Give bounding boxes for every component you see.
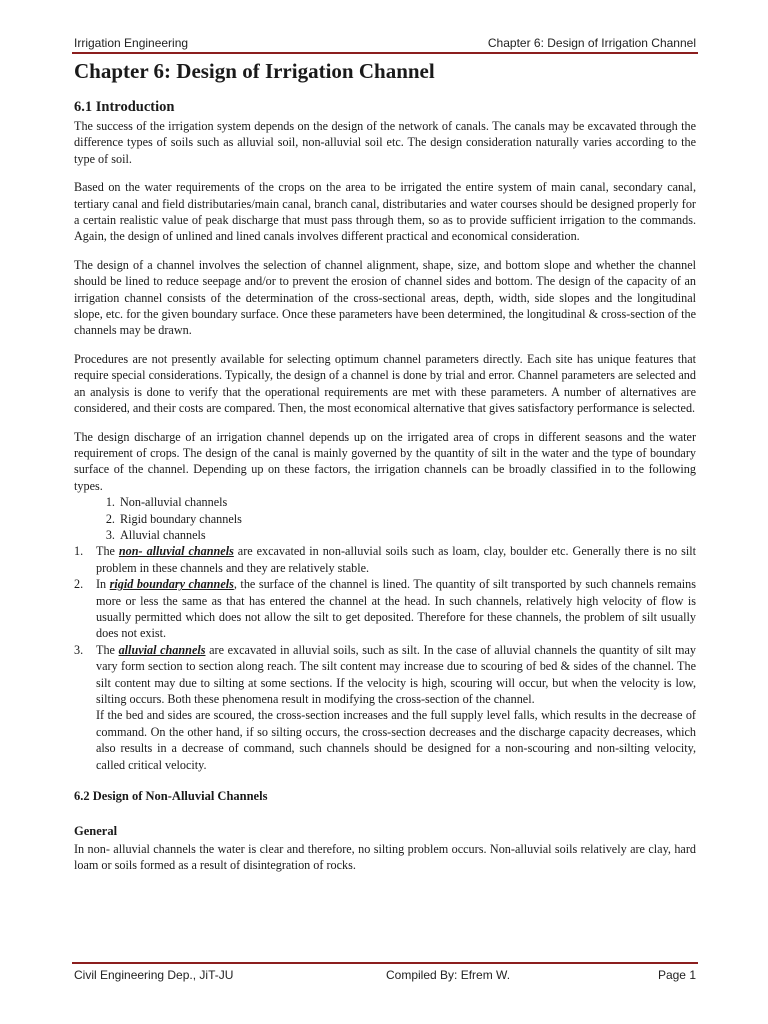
definition-number: 3. — [74, 642, 84, 657]
paragraph: The success of the irrigation system depends on the design of the network of canals. The canals may be excavated through the difference types of soils such as alluvial soil, non-alluvial soil etc. The design consideration naturally varies according to the type of soil. — [74, 119, 696, 166]
definition-item — [74, 576, 696, 642]
section-title-introduction: 6.1 Introduction — [74, 99, 175, 115]
footer-compiler: Compiled By: Efrem W. — [386, 968, 511, 982]
definition-term: rigid boundary channels — [109, 577, 234, 592]
definition-continuation: If the bed and sides are scoured, the cross-section increases and the full supply level falls, which results in the decrease of command. On the other hand, if so silting occurs, the cross-section decreases and the discharge capacity decreases, which also results in a decrease of command, such channels should be designed for a non-scouring and non-silting velocity, called critical velocity. — [96, 708, 696, 772]
definition-prefix: The — [96, 544, 119, 559]
channel-definitions — [74, 543, 696, 773]
paragraph: The design discharge of an irrigation channel depends up on the irrigated area of crops in different seasons and the water requirement of crops. The design of the canal is mainly governed by the quantity of silt in the water and the type of boundary surface of the channel. Depending up on these factors, the irrigation channels can be broadly classified in to the following types. — [74, 429, 696, 493]
footer-divider — [72, 962, 698, 964]
header-chapter-title: Chapter 6: Design of Irrigation Channel — [487, 36, 696, 50]
section-title-non-alluvial: 6.2 Design of Non-Alluvial Channels — [74, 789, 268, 804]
definition-text: , the surface of the channel is lined. The quantity of silt transported by such channels remains more or less the same as that has entered the channel at the head. In such channels, relatively high velocity of flow is usually permitted which does not allow the silt to get deposited. Therefore for these channels, the problem of silt usually does not exist. — [96, 577, 696, 641]
definition-prefix: In — [96, 577, 110, 592]
header-course-title: Irrigation Engineering — [74, 36, 189, 50]
paragraph: In non- alluvial channels the water is clear and therefore, no silting problem occurs. Non-alluvial soils relatively are clay, hard loam or soils formed as a result of disintegration of rocks. — [74, 842, 696, 873]
definition-number: 1. — [74, 544, 84, 559]
definition-text: are excavated in alluvial soils, such as silt. In the case of alluvial channels the quantity of silt may vary form section to section along reach. The silt content may increase due to scouring of bed & sides of the channel. The silt content may due to silting at some sections. If the velocity is high, scouring will occur, but when the velocity is low, silting occurs. Both these phenomena result in modifying the cross-section of the channel. — [96, 642, 697, 706]
list-item: 1. Non-alluvial channels — [118, 494, 696, 510]
footer-department: Civil Engineering Dep., JiT-JU — [74, 968, 234, 982]
list-item: 3. Alluvial channels — [118, 527, 696, 543]
paragraph: Procedures are not presently available for selecting optimum channel parameters directly. Each site has unique features that require special considerations. Typically, the design of a channel is done by trial and error. Channel parameters are selected and an analysis is done to verify that the operational requirements are met with these parameters. A number of alternatives are considered, and their costs are compared. Then, the most economical alternative that gives satisfactory performance is selected. — [74, 351, 696, 416]
list-item: 2. Rigid boundary channels — [118, 511, 696, 527]
chapter-title: Chapter 6: Design of Irrigation Channel — [74, 59, 435, 83]
channel-types-list — [74, 494, 696, 543]
paragraph: Based on the water requirements of the crops on the area to be irrigated the entire system of main canal, secondary canal, tertiary canal and field distributaries/main canal, branch canal, distributaries and water courses should be designed properly for a certain realistic value of peak discharge that must pass through them, so as to provide sufficient irrigation to the commands. Again, the design of unlined and lined canals involves different practical and economical consideration. — [74, 180, 696, 244]
definition-item — [74, 642, 696, 773]
definition-number: 2. — [74, 577, 84, 592]
subheading-general: General — [74, 824, 118, 839]
page-content — [74, 58, 696, 886]
definition-text: are excavated in non-alluvial soils such as loam, clay, boulder etc. Generally there is no silt problem in these channels and they are relatively stable. — [96, 544, 696, 575]
header-divider — [72, 52, 698, 54]
definition-term: non- alluvial channels — [118, 544, 234, 559]
definition-item — [74, 543, 696, 576]
paragraph: The design of a channel involves the selection of channel alignment, shape, size, and bottom slope and whether the channel should be lined to reduce seepage and/or to prevent the erosion of channel sides and bottom. The design of the capacity of an irrigation channel consists of the determination of the cross-sectional areas, depth, width, side slopes and the longitudinal slope, etc. for the given boundary surface. Once these parameters have been determined, the longitudinal & cross-section of the channels may be drawn. — [74, 257, 696, 338]
definition-prefix: The — [96, 642, 119, 657]
definition-term: alluvial channels — [118, 642, 206, 657]
footer-page-number: Page 1 — [657, 968, 696, 982]
